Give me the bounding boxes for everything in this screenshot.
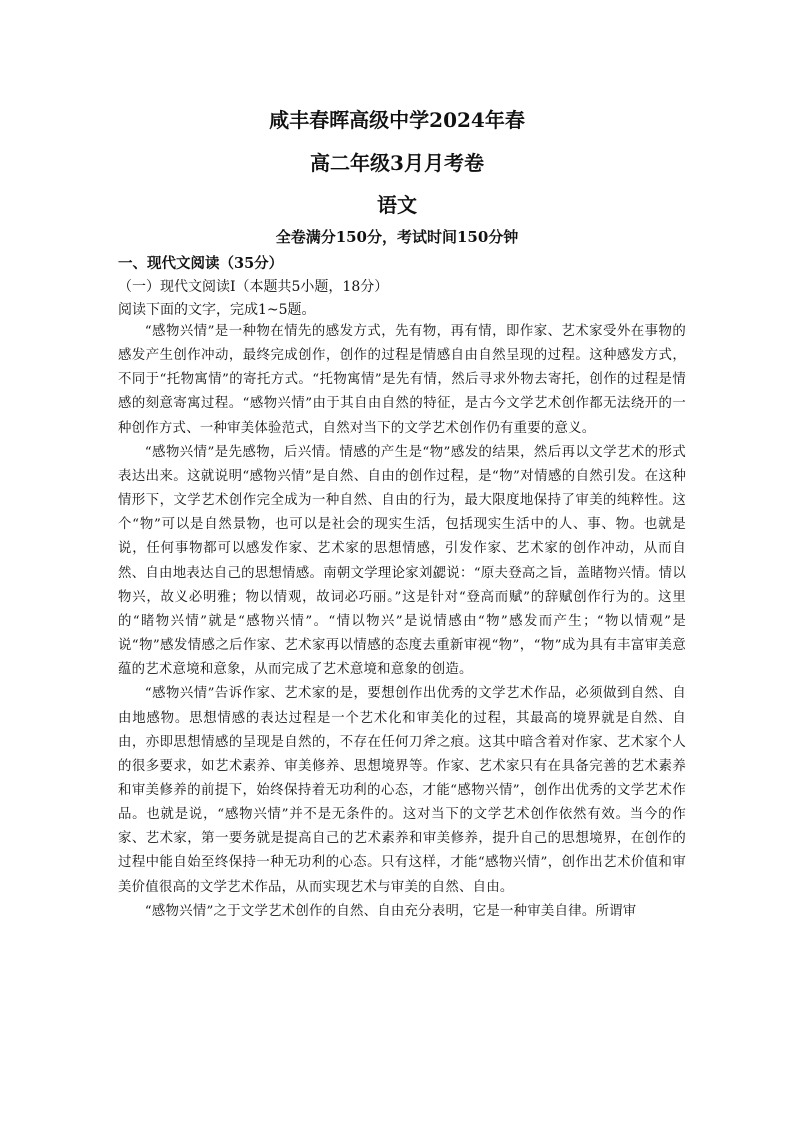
subject-title: 语文 bbox=[377, 193, 417, 217]
passage-paragraph: “感物兴情”是先感物，后兴情。情感的产生是“物”感发的结果，然后再以文学艺术的形式表达出来。这就说明“感物兴情”是自然、自由的创作过程，是“物”对情感的自然引发。在这种情形下，文学艺术创作完全成为一种自然、自由的行为，最大限度地保持了审美的纯粹性。这个“物”可以是自然景物，也可以是社会的现实生活，包括现实生活中的人、事、物。也就是说，任何事物都可以感发作家、艺术家的思想情感，引发作家、艺术家的创作冲动，从而自然、自由地表达自己的思想情感。南朝文学理论家刘勰说：“原夫登高之旨，盖睹物兴情。情以物兴，故义必明雅；物以情观，故词必巧丽。”这是针对“登高而赋”的辞赋创作行为的。这里的“睹物兴情”就是“感物兴情”。“情以物兴”是说情感由“物”感发而产生；“物以情观”是说“物”感发情感之后作家、艺术家再以情感的态度去重新审视“物”，“物”成为具有丰富审美意蕴的艺术意境和意象，从而完成了艺术意境和意象的创造。 bbox=[118, 444, 686, 678]
passage-paragraph: “感物兴情”之于文学艺术创作的自然、自由充分表明，它是一种审美自律。所谓审 bbox=[144, 903, 637, 919]
reading-instruction: 阅读下面的文字，完成1~5题。 bbox=[118, 302, 316, 318]
exam-info: 全卷满分150分，考试时间150分钟 bbox=[275, 228, 519, 246]
exam-title: 高二年级3月月考卷 bbox=[310, 151, 484, 175]
passage-paragraph: “感物兴情”是一种物在情先的感发方式，先有物，再有情，即作家、艺术家受外在事物的感发产生创作冲动，最终完成创作，创作的过程是情感自由自然呈现的过程。这种感发方式，不同于“托物寓情”的寄托方式。“托物寓情”是先有情，然后寻求外物去寄托，创作的过程是情感的刻意寄寓过程。“感物兴情”由于其自由自然的特征，是古今文学艺术创作都无法绕开的一种创作方式、一种审美体验范式，自然对当下的文学艺术创作仍有重要的意义。 bbox=[118, 324, 686, 436]
section-heading: 一、现代文阅读（35分） bbox=[118, 255, 284, 272]
reading-passage bbox=[118, 320, 686, 924]
school-title: 咸丰春晖高级中学2024年春 bbox=[269, 108, 525, 132]
passage-paragraph: “感物兴情”告诉作家、艺术家的是，要想创作出优秀的文学艺术作品，必须做到自然、自由地感物。思想情感的表达过程是一个艺术化和审美化的过程，其最高的境界就是自然、自由，亦即思想情感的呈现是自然的，不存在任何刀斧之痕。这其中暗含着对作家、艺术家个人的很多要求，如艺术素养、审美修养、思想境界等。作家、艺术家只有在具备完善的艺术素养和审美修养的前提下，始终保持着无功利的心态，才能“感物兴情”，创作出优秀的文学艺术作品。也就是说，“感物兴情”并不是无条件的。这对当下的文学艺术创作依然有效。当今的作家、艺术家，第一要务就是提高自己的艺术素养和审美修养，提升自己的思想境界，在创作的过程中能自始至终保持一种无功利的心态。只有这样，才能“感物兴情”，创作出艺术价值和审美价值很高的文学艺术作品，从而实现艺术与审美的自然、自由。 bbox=[118, 686, 686, 895]
section-subheading: （一）现代文阅读Ⅰ（本题共5小题，18分） bbox=[118, 279, 389, 295]
